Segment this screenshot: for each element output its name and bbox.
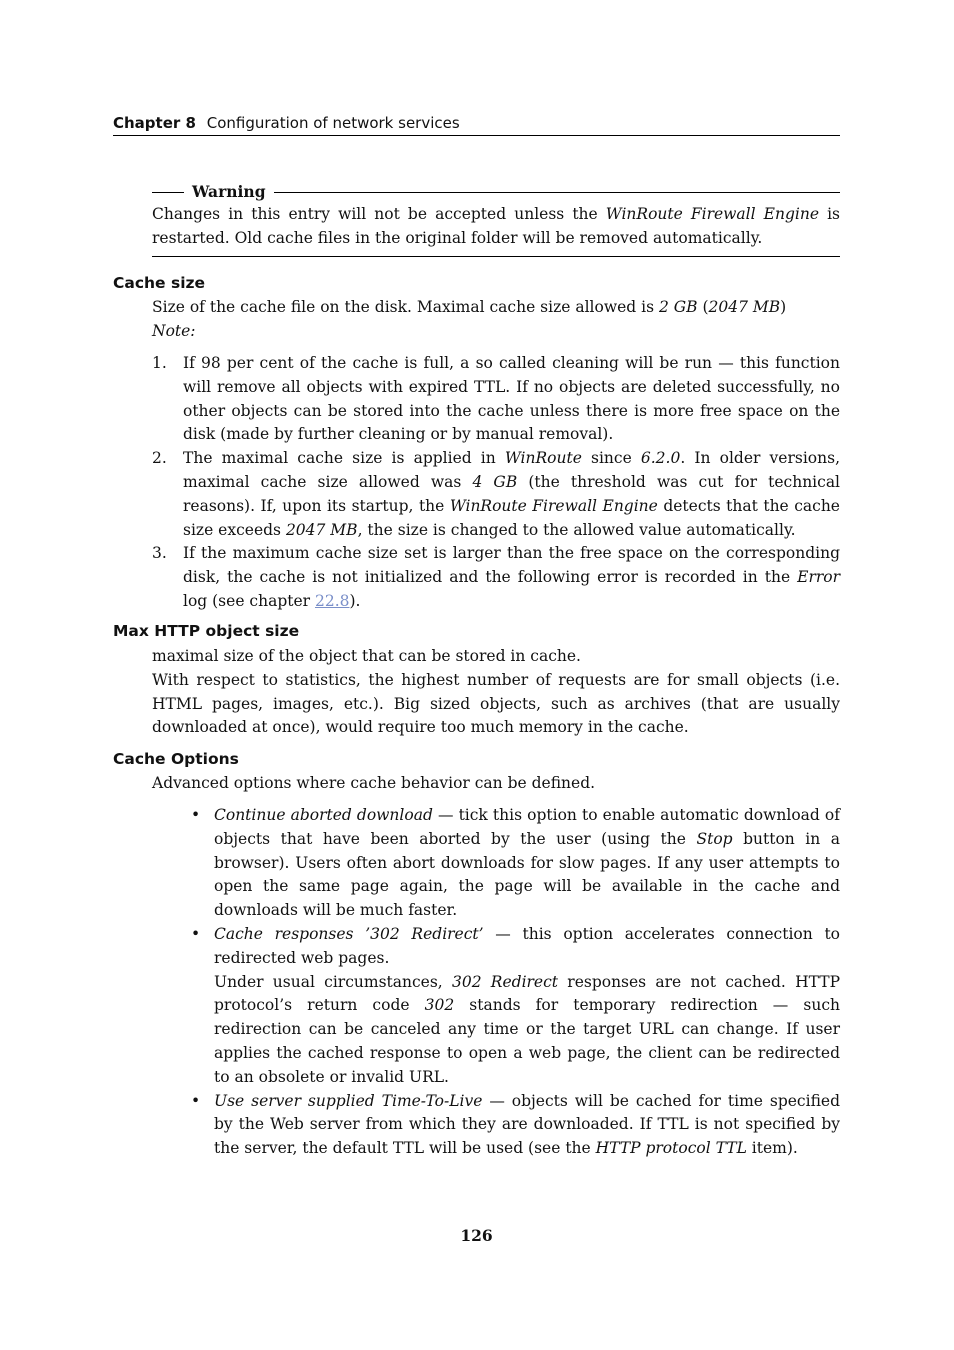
text-part: (: [697, 298, 709, 316]
item-number: 2.: [152, 449, 167, 468]
note-label: [152, 320, 840, 344]
note-text: Note:: [152, 321, 196, 340]
running-header: [113, 114, 840, 136]
cache-size-notes-list: [152, 352, 840, 614]
text-part: — objects will be cached for time specified by the Web server from which they are downloaded. If TTL is not specified by the server, the default TTL will be used (see the: [214, 1091, 840, 1158]
text-part: (the threshold was cut for technical reasons). If, upon its startup, the: [183, 472, 841, 515]
max-http-paragraph: With respect to statistics, the highest number of requests are for small objects (i.e. HTML pages, images, etc.). Big sized objects, such as archives (that are usually downloaded at once), would require too much memory in the cache.: [152, 670, 840, 737]
text-em: 2047 MB: [285, 520, 358, 539]
list-item: [191, 923, 840, 1090]
text-em: 302: [424, 996, 455, 1015]
list-item: [191, 1090, 840, 1161]
text-em: 6.2.0: [640, 449, 681, 468]
text-em: WinRoute Firewall Engine: [449, 496, 658, 515]
warning-text-part: Changes in this entry will not be accepted unless the: [152, 205, 606, 223]
text-em: Error: [797, 568, 840, 587]
list-item: [191, 804, 840, 923]
term-cache-options: Cache Options: [113, 750, 239, 768]
chapter-title: Configuration of network services: [206, 114, 460, 132]
text-part: ): [780, 298, 787, 316]
bullet-icon: •: [191, 806, 201, 824]
term-cache-size: Cache size: [113, 274, 206, 292]
text-part: responses are not cached. HTTP protocol’s return code: [214, 972, 841, 1015]
cache-size-description: [152, 296, 840, 344]
text-em: 2047 MB: [708, 298, 781, 316]
option-name: Cache responses ’302 Redirect’: [214, 924, 484, 943]
text-part: If the maximum cache size set is larger than the free space on the corresponding disk, the cache is not initialized and the following error is recorded in the: [183, 544, 840, 587]
list-item: [152, 542, 840, 613]
text-part: log (see chapter: [183, 591, 315, 610]
text-part: stands for temporary redirection — such redirection can be canceled any time or the target URL can change. If user applies the cached response to open a web page, the client can be redirected to an obsolete or invalid URL.: [214, 996, 840, 1086]
text-part: The maximal cache size is applied in: [183, 449, 505, 468]
text-part: , the size is changed to the allowed value automatically.: [357, 520, 796, 539]
text-part: . In older versions, maximal cache size allowed was: [183, 449, 840, 491]
list-item: [152, 447, 840, 542]
warning-rule-left: [152, 192, 184, 193]
text-part: item).: [746, 1139, 798, 1158]
warning-rule-right: [274, 192, 840, 193]
option-name: Continue aborted download: [214, 806, 433, 824]
text-part: — this option accelerates connection to redirected web pages.: [214, 924, 840, 967]
warning-title: [152, 182, 840, 202]
text-em: 302 Redirect: [451, 972, 559, 991]
chapter-link[interactable]: 22.8: [314, 591, 350, 610]
warning-text-part: is restarted. Old cache files in the original folder will be removed automatically.: [152, 205, 841, 247]
warning-box: [152, 182, 840, 257]
text-em: 2 GB: [658, 298, 698, 316]
cache-size-line: [152, 296, 840, 320]
chapter-number: Chapter 8: [113, 114, 196, 132]
document-page: [113, 0, 840, 1350]
bullet-icon: •: [191, 1091, 201, 1110]
item-number: 1.: [152, 354, 167, 372]
text-part: Under usual circumstances,: [214, 972, 452, 991]
option-name: Use server supplied Time-To-Live: [214, 1091, 483, 1110]
warning-label: Warning: [192, 182, 266, 201]
warning-text: [152, 202, 840, 257]
text-part: — tick this option to enable automatic download of objects that have been aborted by the user (using the: [214, 806, 840, 848]
text-part: ).: [349, 591, 361, 610]
warning-engine-name: WinRoute Firewall Engine: [605, 205, 820, 223]
max-http-description: [152, 645, 840, 740]
text-em: Stop: [696, 829, 733, 848]
text-part: Size of the cache file on the disk. Maximal cache size allowed is: [152, 298, 659, 316]
text-part: since: [581, 449, 641, 468]
term-max-http-object-size: Max HTTP object size: [113, 622, 300, 640]
cache-options-intro: Advanced options where cache behavior can be defined.: [152, 774, 596, 792]
cache-options-list: [191, 804, 840, 1161]
text-em: 4 GB: [472, 472, 518, 491]
list-item: [152, 352, 840, 447]
max-http-paragraph: maximal size of the object that can be stored in cache.: [152, 647, 581, 665]
text-em: WinRoute: [504, 449, 582, 468]
item-number: 3.: [152, 544, 167, 563]
text-part: button in a browser). Users often abort downloads for slow pages. If any user attempts to open the same page again, the page will be available in the cache and downloads will be much faster.: [214, 829, 841, 920]
text-part: detects that the cache size exceeds: [183, 496, 840, 539]
text-part: If 98 per cent of the cache is full, a so called cleaning will be run — this function will remove all objects with expired TTL. If no objects are deleted successfully, no other objects can be stored into the cache unless there is more free space on the disk (made by further cleaning or by manual removal).: [183, 354, 840, 444]
text-em: HTTP protocol TTL: [595, 1139, 747, 1158]
page-number: 126: [460, 1226, 493, 1245]
bullet-icon: •: [191, 924, 201, 943]
